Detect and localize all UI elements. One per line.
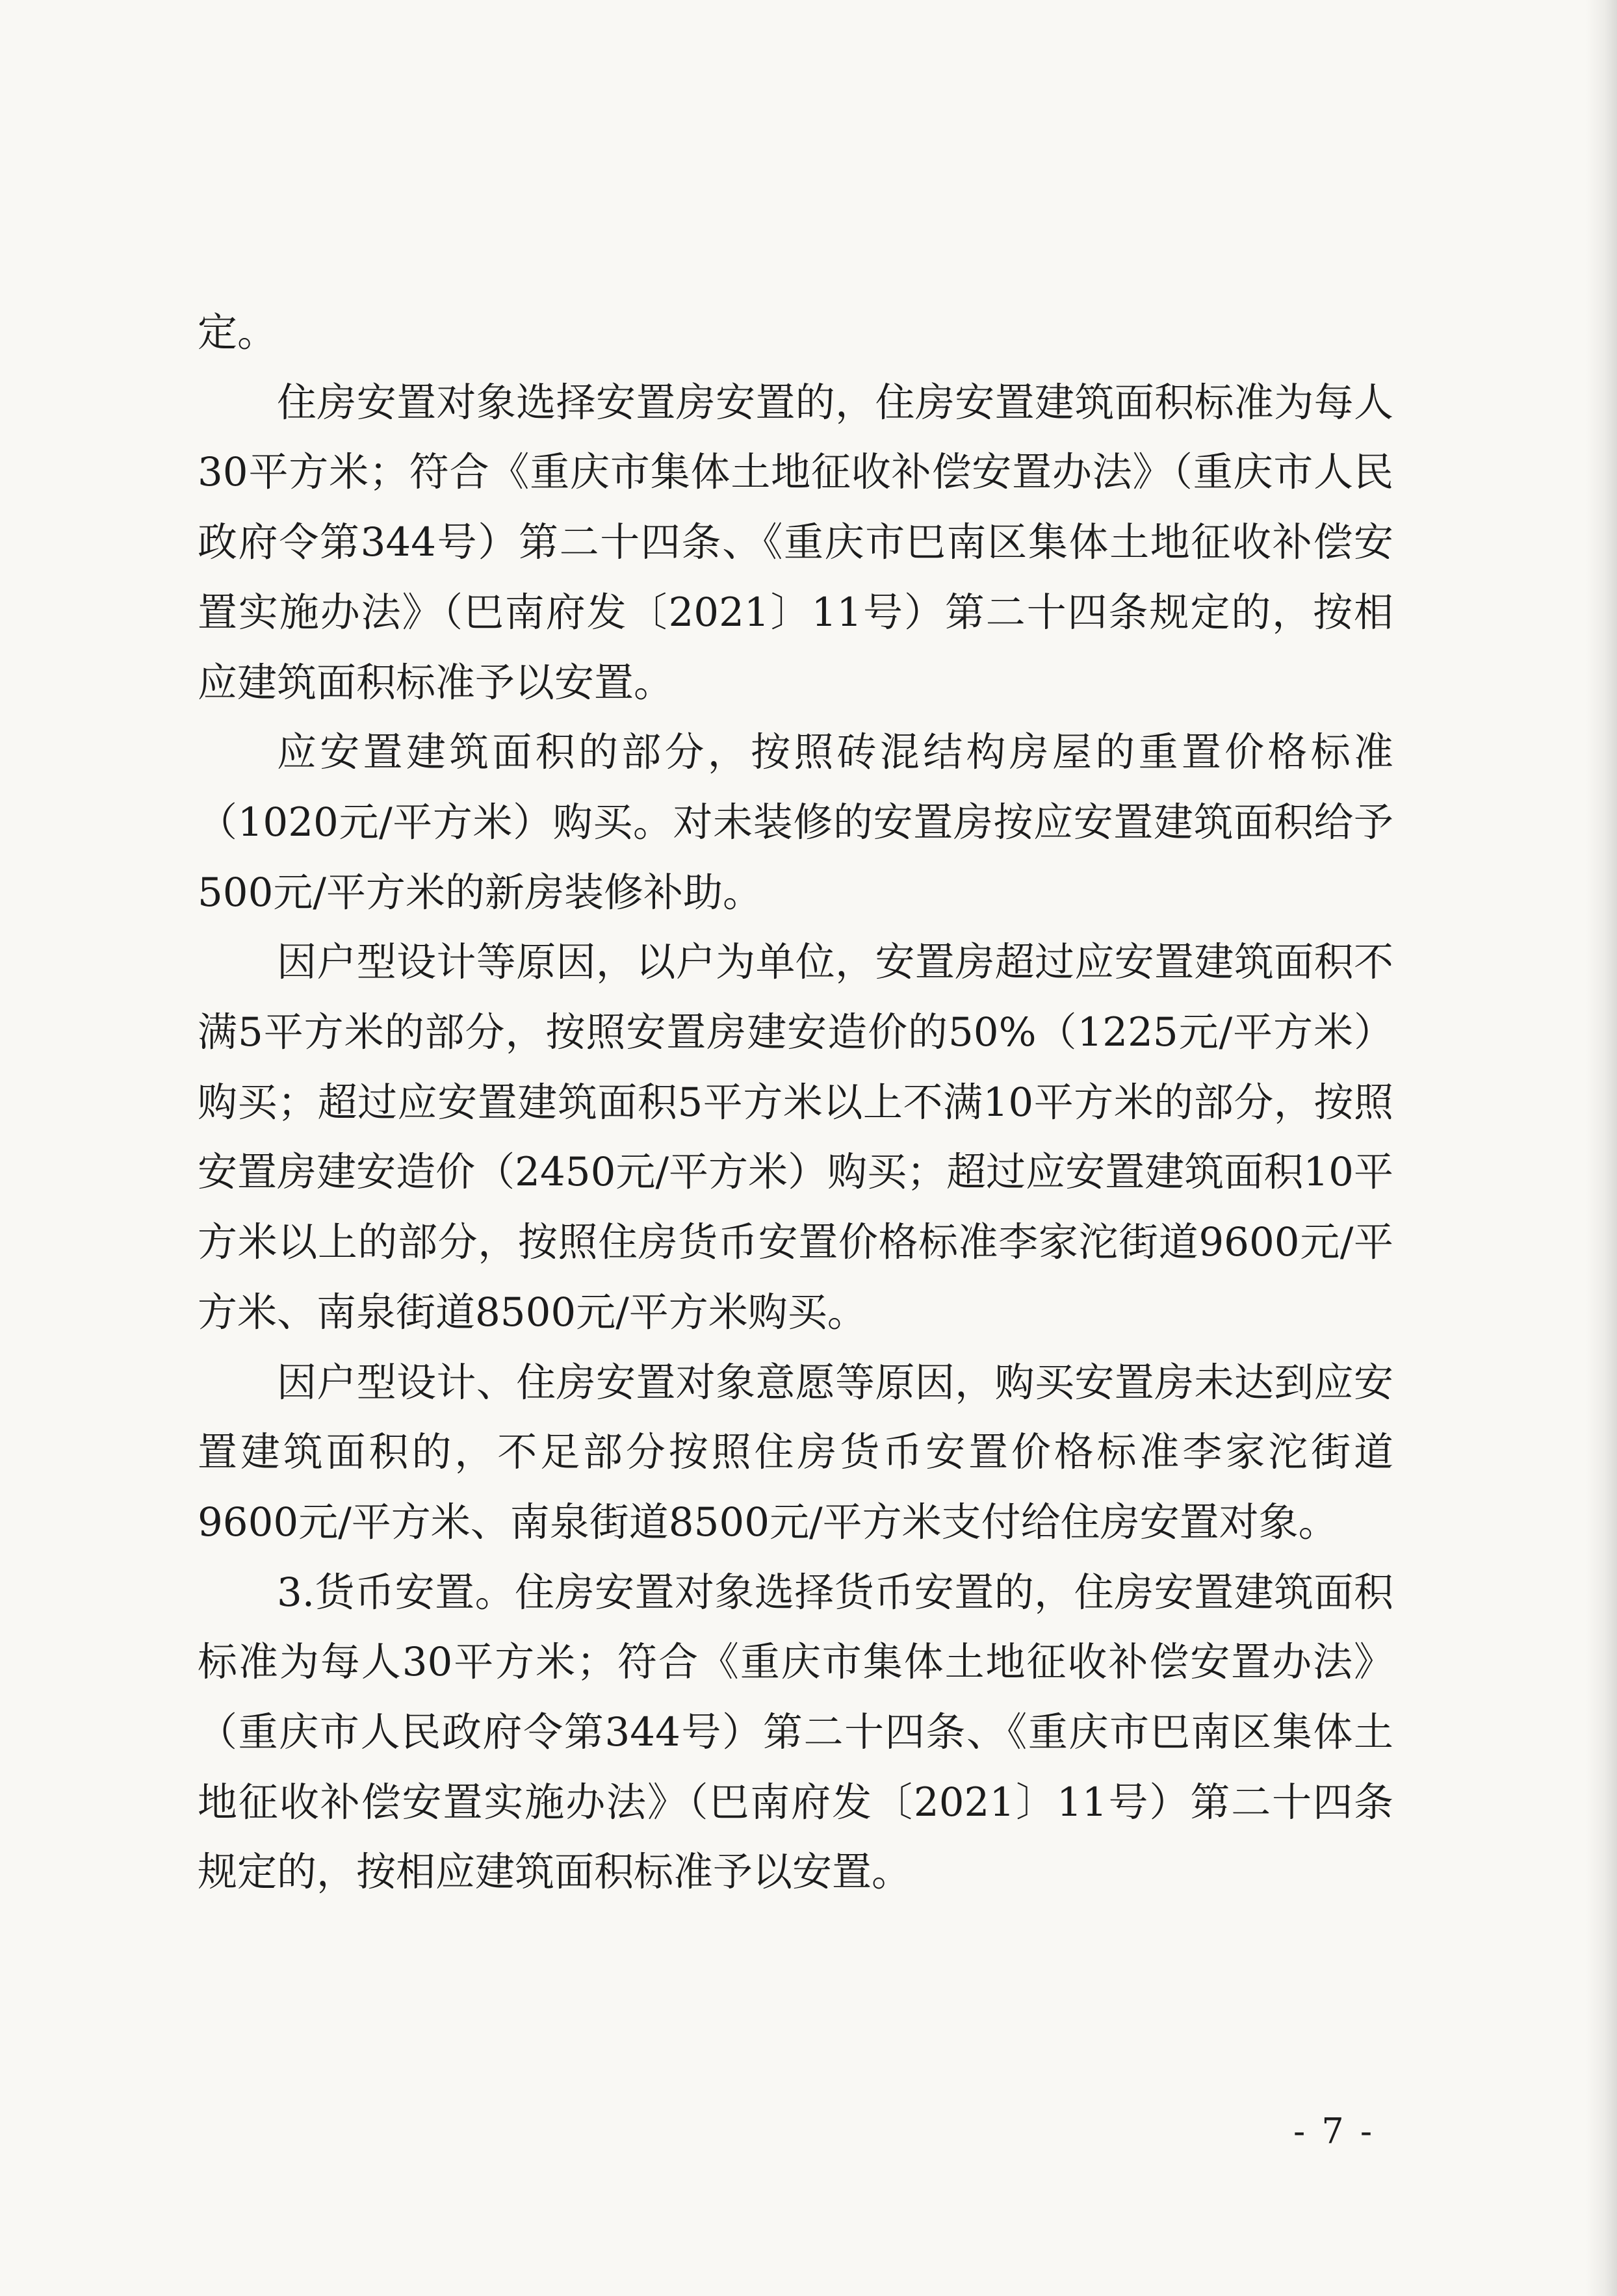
paragraph-purchase-price: 应安置建筑面积的部分，按照砖混结构房屋的重置价格标准（1020元/平方米）购买。对未装修的安置房按应安置建筑面积给予500元/平方米的新房装修补助。 <box>198 729 1393 916</box>
paragraph-shortfall-area: 因户型设计、住房安置对象意愿等原因，购买安置房未达到应安置建筑面积的，不足部分按照住房货币安置价格标准李家沱街道9600元/平方米、南泉街道8500元/平方米支付给住房安置对象。 <box>198 1359 1393 1545</box>
page-edge-shadow <box>1586 0 1617 2296</box>
paragraph-continuation: 定。 <box>198 309 278 355</box>
paragraph-excess-area: 因户型设计等原因，以户为单位，安置房超过应安置建筑面积不满5平方米的部分，按照安置房建安造价的50%（1225元/平方米）购买；超过应安置建筑面积5平方米以上不满10平方米的部分，按照安置房建安造价（2450元/平方米）购买；超过应安置建筑面积10平方米以上的部分，按照住房货币安置价格标准李家沱街道9600元/平方米、南泉街道8500元/平方米购买。 <box>198 939 1393 1335</box>
paragraph-monetary-resettlement: 3.货币安置。住房安置对象选择货币安置的，住房安置建筑面积标准为每人30平方米；符合《重庆市集体土地征收补偿安置办法》（重庆市人民政府令第344号）第二十四条、《重庆市巴南区集体土地征收补偿安置实施办法》（巴南府发〔2021〕11号）第二十四条规定的，按相应建筑面积标准予以安置。 <box>198 1569 1393 1896</box>
paragraph-housing-standard: 住房安置对象选择安置房安置的，住房安置建筑面积标准为每人30平方米；符合《重庆市集体土地征收补偿安置办法》（重庆市人民政府令第344号）第二十四条、《重庆市巴南区集体土地征收补偿安置实施办法》（巴南府发〔2021〕11号）第二十四条规定的，按相应建筑面积标准予以安置。 <box>198 379 1393 706</box>
page-number: - 7 - <box>1293 2111 1375 2152</box>
body-text <box>198 298 1393 1907</box>
